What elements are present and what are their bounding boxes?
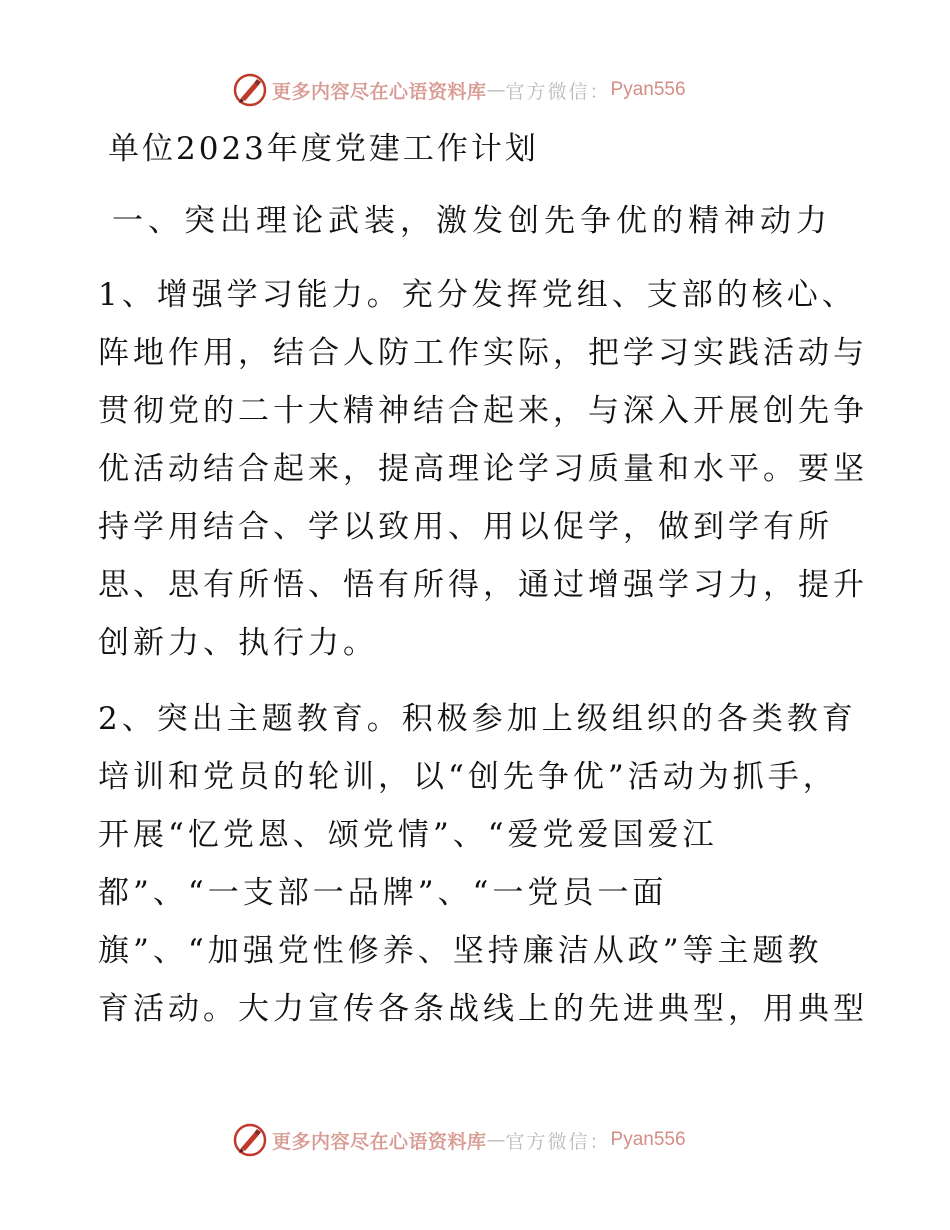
watermark-wechat-id: Pyan556 bbox=[610, 1129, 686, 1150]
pen-logo-icon bbox=[232, 72, 268, 108]
paragraph-line: 创新力、执行力。 bbox=[98, 625, 378, 661]
paragraph-line: 持学用结合、学以致用、用以促学，做到学有所 bbox=[98, 509, 833, 545]
paragraph-line: 都”、“一支部一品牌”、“一党员一面 bbox=[98, 875, 668, 911]
watermark-site-text: 更多内容尽在心语资料库 bbox=[272, 1130, 487, 1153]
paragraph-line: 贯彻党的二十大精神结合起来，与深入开展创先争 bbox=[98, 393, 868, 429]
watermark-wechat-id: Pyan556 bbox=[610, 79, 686, 100]
paragraph-line: 育活动。大力宣传各条战线上的先进典型，用典型 bbox=[98, 991, 868, 1027]
paragraph-line: 思、思有所悟、悟有所得，通过增强学习力，提升 bbox=[98, 567, 868, 603]
watermark-dash: — bbox=[486, 1129, 506, 1151]
watermark-site-text: 更多内容尽在心语资料库 bbox=[272, 80, 487, 103]
document-title: 单位2023年度党建工作计划 bbox=[108, 131, 539, 167]
paragraph-theme-education bbox=[98, 690, 868, 1038]
section-heading: 一、突出理论武装，激发创先争优的精神动力 bbox=[112, 203, 832, 239]
watermark-wechat-label: 官方微信： bbox=[505, 80, 611, 103]
paragraph-line: 2、突出主题教育。积极参加上级组织的各类教育 bbox=[98, 701, 857, 737]
watermark-header bbox=[232, 72, 686, 108]
paragraph-line: 旗”、“加强党性修养、坚持廉洁从政”等主题教 bbox=[98, 933, 823, 969]
paragraph-line: 阵地作用，结合人防工作实际，把学习实践活动与 bbox=[98, 335, 868, 371]
paragraph-line: 1、增强学习能力。充分发挥党组、支部的核心、 bbox=[98, 277, 857, 313]
watermark-footer bbox=[232, 1122, 686, 1158]
pen-logo-icon bbox=[232, 1122, 268, 1158]
paragraph-line: 培训和党员的轮训，以“创先争优”活动为抓手， bbox=[98, 759, 838, 795]
paragraph-line: 开展“忆党恩、颂党情”、“爱党爱国爱江 bbox=[98, 817, 718, 853]
watermark-dash: — bbox=[486, 79, 506, 101]
watermark-wechat-label: 官方微信： bbox=[505, 1130, 611, 1153]
paragraph-study-ability bbox=[98, 266, 868, 672]
paragraph-line: 优活动结合起来，提高理论学习质量和水平。要坚 bbox=[98, 451, 868, 487]
